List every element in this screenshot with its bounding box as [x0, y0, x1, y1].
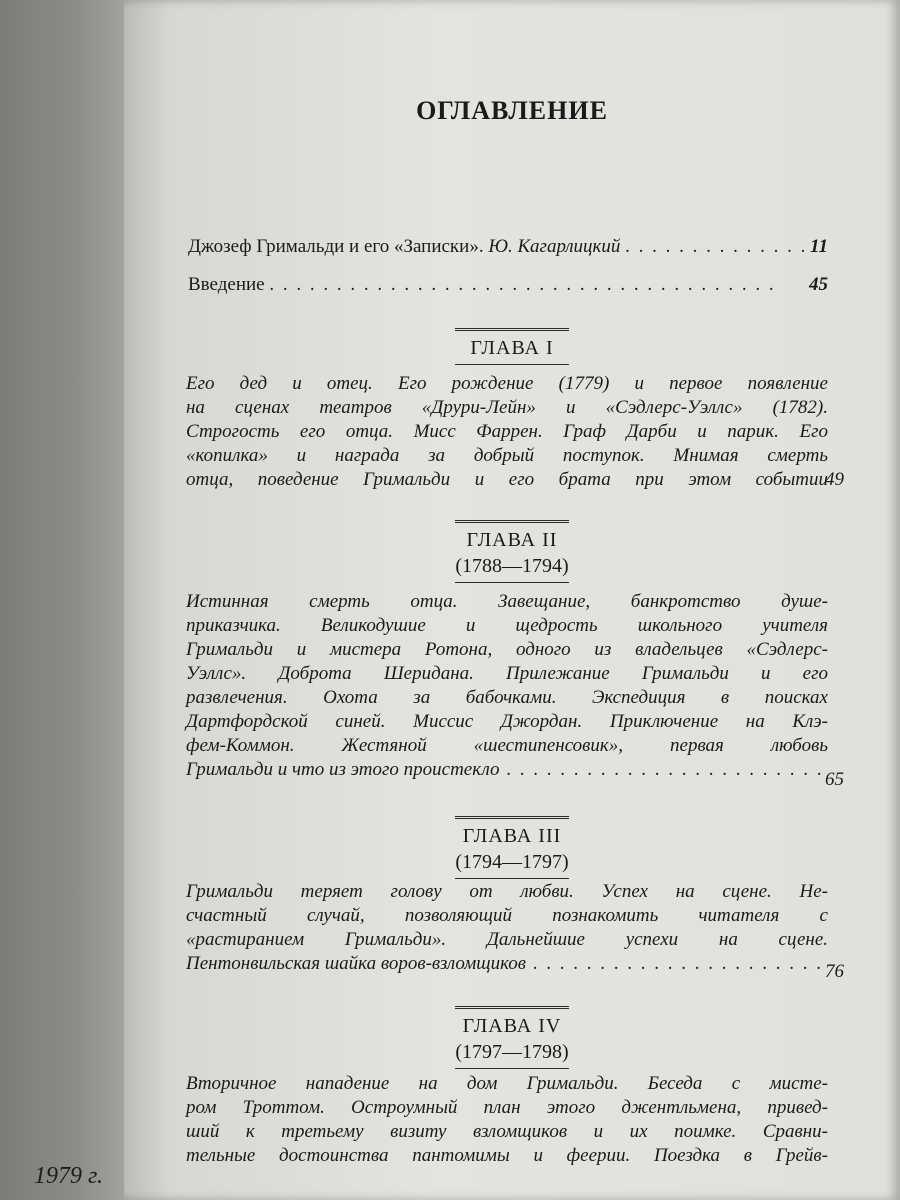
- chapter-rule: [455, 520, 569, 525]
- entry-title: Введение: [188, 274, 265, 295]
- chapter-rule: [455, 1006, 569, 1011]
- summary-line: Гримальди и мистера Ротона, одного из владельцев «Сэдлерс-: [186, 639, 828, 660]
- summary-line: тельные достоинства пантомимы и феерии. Поездка в Грейв-: [186, 1145, 828, 1166]
- chapter-label: ГЛАВА I: [470, 337, 554, 359]
- chapter-heading-3: [124, 816, 900, 881]
- entry-page-number: 45: [809, 274, 828, 295]
- chapter-summary-4[interactable]: [186, 1072, 828, 1168]
- chapter-page-number: 65: [825, 769, 844, 790]
- chapter-rule: [455, 328, 569, 333]
- chapter-rule: [455, 364, 569, 367]
- entry-title: Джозеф Гримальди и его «Записки».: [188, 236, 484, 257]
- page-title: ОГЛАВЛЕНИЕ: [416, 96, 608, 125]
- summary-line: ром Троттом. Остроумный план этого джентльмена, привед-: [186, 1097, 828, 1118]
- summary-line: развлечения. Охота за бабочками. Экспедиция в поисках: [186, 687, 828, 708]
- chapter-page-number: 49: [825, 469, 844, 490]
- summary-line: Гримальди теряет голову от любви. Успех на сцене. Не-: [186, 881, 828, 902]
- summary-line: Гримальди и что из этого проистекло . . .: [186, 758, 828, 782]
- chapter-label: ГЛАВА III: [462, 825, 562, 847]
- chapter-heading-4: [124, 1006, 900, 1071]
- summary-line: счастный случай, позволяющий познакомить читателя с: [186, 905, 828, 926]
- summary-line: Вторичное нападение на дом Гримальди. Беседа с мисте-: [186, 1073, 828, 1094]
- chapter-years: (1794—1797): [455, 851, 569, 873]
- left-page-note: 1979 г.: [34, 1163, 104, 1189]
- chapter-heading-1: [124, 328, 900, 367]
- summary-line: Истинная смерть отца. Завещание, банкротство душе-: [186, 591, 828, 612]
- summary-line: на сценах театров «Друри-Лейн» и «Сэдлерс-Уэллс» (1782).: [186, 397, 828, 418]
- summary-line: фем-Коммон. Жестяной «шестипенсовик», первая любовь: [186, 735, 828, 756]
- contents-page: [124, 0, 900, 1200]
- entry-author: Ю. Кагарлицкий: [488, 236, 621, 257]
- chapter-years: (1797—1798): [455, 1041, 569, 1063]
- summary-line: Пентонвильская шайка воров-взломщиков . . .: [186, 952, 828, 976]
- toc-entry-introduction[interactable]: [188, 274, 828, 296]
- summary-line: Уэллс». Доброта Шеридана. Прилежание Гримальди и его: [186, 663, 828, 684]
- chapter-summary-1[interactable]: [186, 372, 844, 492]
- chapter-summary-2[interactable]: [186, 590, 844, 790]
- chapter-label: ГЛАВА IV: [462, 1015, 562, 1037]
- summary-line: «растиранием Гримальди». Дальнейшие успехи на сцене.: [186, 929, 828, 950]
- summary-line: отца, поведение Гримальди и его брата при этом событии: [186, 469, 828, 490]
- chapter-summary-3[interactable]: [186, 880, 844, 982]
- chapter-page-number: 76: [825, 961, 844, 982]
- chapter-rule: [455, 582, 569, 585]
- summary-line: Дартфордской синей. Миссис Джордан. Приключение на Клэ-: [186, 711, 828, 732]
- chapter-rule: [455, 816, 569, 821]
- summary-line: «копилка» и награда за добрый поступок. Мнимая смерть: [186, 445, 828, 466]
- summary-line: Строгость его отца. Мисс Фаррен. Граф Дарби и парик. Его: [186, 421, 828, 442]
- summary-line: приказчика. Великодушие и щедрость школьного учителя: [186, 615, 828, 636]
- entry-page-number: 11: [810, 236, 828, 257]
- left-page-edge: [0, 0, 128, 1200]
- chapter-rule: [455, 1068, 569, 1071]
- toc-entry-article[interactable]: [188, 236, 828, 258]
- chapter-years: (1788—1794): [455, 555, 569, 577]
- summary-line: Его дед и отец. Его рождение (1779) и первое появление: [186, 373, 828, 394]
- summary-line: ший к третьему визиту взломщиков и их поимке. Сравни-: [186, 1121, 828, 1142]
- chapter-heading-2: [124, 520, 900, 585]
- chapter-label: ГЛАВА II: [466, 529, 558, 551]
